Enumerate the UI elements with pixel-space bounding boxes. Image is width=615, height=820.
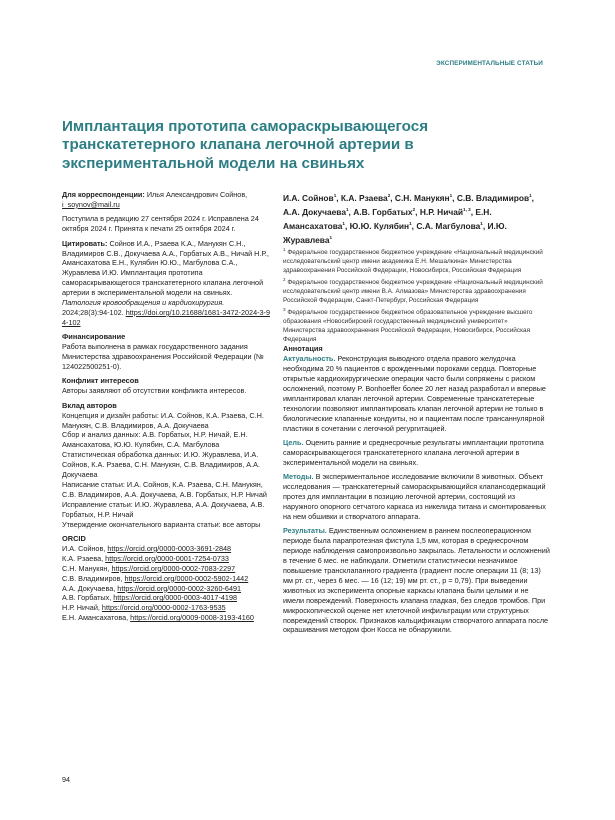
orcid-name: Н.Р. Ничай, [62,603,100,613]
orcid-link[interactable]: https://orcid.org/0000-0002-1763-9535 [101,603,226,613]
orcid-name: И.А. Сойнов, [62,543,106,553]
contribution-item: Утверждение окончательного варианта статьи: все авторы [62,519,261,529]
section-label: ЭКСПЕРИМЕНТАЛЬНЫЕ СТАТЬИ [436,60,543,67]
author: Ю.Ю. Кулябин$^1$, [349,220,417,231]
orcid-name: К.А. Рзаева, [62,553,104,563]
citation-doi[interactable]: https://doi.org/10.21688/1681-3472-2024-3-94-102 [62,307,270,327]
orcid-entry [62,603,272,613]
contribution-item: Сбор и анализ данных: А.В. Горбатых, Н.Р. Ничай, Е.Н. Амансахатова, Ю.Ю. Кулябин, С.А. Магбулова [62,430,248,450]
orcid-entry [62,554,272,564]
author: И.Ю. Журавлева$^1$ [283,220,507,245]
contribution-item: Исправление статьи: И.Ю. Журавлева, А.А. Докучаева, А.В. Горбатых, Н.Р. Ничай [62,499,265,519]
contribution-item: Концепция и дизайн работы: И.А. Сойнов, К.А. Рзаева, С.Н. Манукян, С.В. Владимиров, А.А. Докучаева [62,410,264,430]
contribution-item: Написание статьи: И.А. Сойнов, К.А. Рзаева, С.Н. Манукян, С.В. Владимиров, А.А. Докучаева, А.В. Горбатых, Н.Р. Ничай [62,479,267,499]
orcid-entry [62,584,272,594]
abstract-aim: Цель. Оценить ранние и среднесрочные результаты имплантации прототипа самораскрывающегося транскатетерного клапана легочной артерии в экспериментальной модели на свиньях. [283,438,544,467]
orcid-link[interactable]: https://orcid.org/0000-0003-4017-4198 [113,593,238,603]
correspondence-text: Илья Александрович Сойнов, [146,190,248,199]
orcid-link[interactable]: https://orcid.org/0000-0002-3260-6491 [117,583,242,593]
author: С.А. Магбулова$^1$, [416,220,488,231]
contribution-item: Статистическая обработка данных: И.Ю. Журавлева, И.А. Сойнов, К.А. Рзаева, С.Н. Манукян, С.В. Владимиров, А.А. Докучаева [62,450,260,480]
funding-label: Финансирование [62,332,126,342]
author: С.В. Владимиров$^1$, [456,192,534,203]
article-title: Имплантация прототипа самораскрывающегося транскатетерного клапана легочной артерии в экспериментальной модели на свиньях [62,118,429,172]
orcid-link[interactable]: https://orcid.org/0000-0001-7254-0733 [105,553,229,563]
author: Е.Н. Амансахатова$^1$, [283,206,492,231]
author: И.А. Сойнов$^1$, [283,192,341,203]
orcid-name: С.В. Владимиров, [62,573,123,583]
citation-label: Цитировать: [62,238,108,248]
author: К.А. Рзаева$^2$, [340,192,395,203]
orcid-name: А.А. Докучаева, [62,583,116,593]
citation-journal: Патология кровообращения и кардиохирургия. [62,298,225,308]
orcid-entry [62,564,272,574]
author-list [283,190,551,246]
orcid-link[interactable]: https://orcid.org/0000-0002-5902-1442 [124,573,249,583]
abstract-title: Аннотация [283,344,323,354]
citation-text: Сойнов И.А., Рзаева К.А., Манукян С.Н., Владимиров С.В., Докучаева А.А., Горбатых А.В., Ничай Н.Р., Амансахатова Е.Н., Кулябин Ю.Ю., Магбулова С.А., Журавлева И.Ю. Имплантация прототипа самораскрывающегося транскатетерного клапана легочной артерии в экспериментальной модели на свиньях. [62,238,269,298]
right-column [283,190,551,635]
orcid-link[interactable]: https://orcid.org/0000-0003-3691-2848 [107,543,232,553]
affiliation: $^2$ Федеральное государственное бюджетное учреждение «Национальный медицинский исследовательский центр имени В.А. Алмазова» Министерства здравоохранения Российской Федерации, Санкт-Петербург, Российская Федерация [283,276,543,304]
abstract-methods: Методы. В экспериментальное исследование включили 8 животных. Объект исследования — транскатетерный самораскрывающийся клапансодержащий протез для имплантации в позицию легочной артерии, состоящий из наружного опорного сетчатого каркаса из никелида титана и смонтированных на нем обшивки и створчатого аппарата. [283,472,546,521]
author: А.В. Горбатых$^2$, [353,206,420,217]
orcid-label: ORCID [62,534,86,543]
correspondence-email[interactable]: i_soynov@mail.ru [62,199,120,209]
abstract-relevance: Актуальность. Реконструкция выводного отдела правого желудочка необходима 20 % пациентов с врожденными пороками сердца. Повторные открытые кардиохирургические операции часто были сопряжены с риском осложнений, поэтому P. Bonhoeffer более 20 лет назад разработал и впервые имплантировал клапан легочной артерии. Современные транскатетерные технологии позволяют имплантировать клапан легочной артерии не только в биологические клапанные кондуиты, но и пациентам после трансаннулярной пластики в сочетании с легочной регургитацией. [283,354,546,433]
citation-volume: 2024;28(3):94-102. [62,307,124,317]
orcid-link[interactable]: https://orcid.org/0009-0008-3193-4160 [130,613,254,623]
correspondence-label: Для корреспонденции: [62,190,145,199]
page-number: 94 [62,775,70,784]
orcid-link[interactable]: https://orcid.org/0000-0002-7083-2297 [111,563,236,573]
affiliation: $^1$ Федеральное государственное бюджетное учреждение «Национальный медицинский исследовательский центр имени академика Е.Н. Мешалкина» Министерства здравоохранения Российской Федерации, Новосибирск, Российская Федерация [283,247,543,274]
funding-text: Работа выполнена в рамках государственного задания Министерства здравоохранения Российской Федерации (№ 124022500251-0). [62,342,264,371]
author: С.Н. Манукян$^1$, [394,192,457,203]
author: А.А. Докучаева$^1$, [283,206,354,217]
dates: Поступила в редакцию 27 сентября 2024 г. Исправлена 24 октября 2024 г. Принята к печати 25 октября 2024 г. [62,214,259,234]
citation [62,239,272,328]
orcid-name: С.Н. Манукян, [62,563,110,573]
orcid-entry [62,613,272,623]
affiliation: $^3$ Федеральное государственное бюджетное образовательное учреждение высшего образования «Новосибирский государственный медицинский университет» Министерства здравоохранения Российской Федерации, Новосибирск, Российская Федерация [283,306,533,343]
orcid-entry [62,544,272,554]
correspondence [62,190,272,210]
author: Н.Р. Ничай$^{1, 3}$, [419,206,476,217]
conflict-label: Конфликт интересов [62,376,139,386]
left-column [62,190,272,623]
orcid-entry [62,593,272,603]
abstract-results: Результаты. Единственным осложнением в раннем послеоперационном периоде была парапротезная фистула 1,5 мм, которая в среднесрочном периоде наблюдения самопроизвольно закрылась. Летальности и осложнений в течение 6 мес. не наблюдали. Отметили статистически незначимое повышение трансклапанного градиента (градиент после операции 11 (8; 13) мм рт. ст., через 6 мес. — 16 (12; 19) мм рт. ст., p = 0,79). При выведении животных из эксперимента опорные каркасы клапана были целыми и не имели повреждений. Поверхность клапана гладкая, без следов тромбов. При микроскопической оценке нет клеточной инфильтрации или структурных повреждений створок. Признаков кальцификации створчатого аппарата после окрашивания методом фон Косса не обнаружили. [283,526,550,635]
orcid-name: Е.Н. Амансахатова, [62,613,129,623]
orcid-entry [62,574,272,584]
orcid-name: А.В. Горбатых, [62,593,112,603]
contribution-label: Вклад авторов [62,400,117,410]
conflict-text: Авторы заявляют об отсутствии конфликта интересов. [62,386,247,396]
